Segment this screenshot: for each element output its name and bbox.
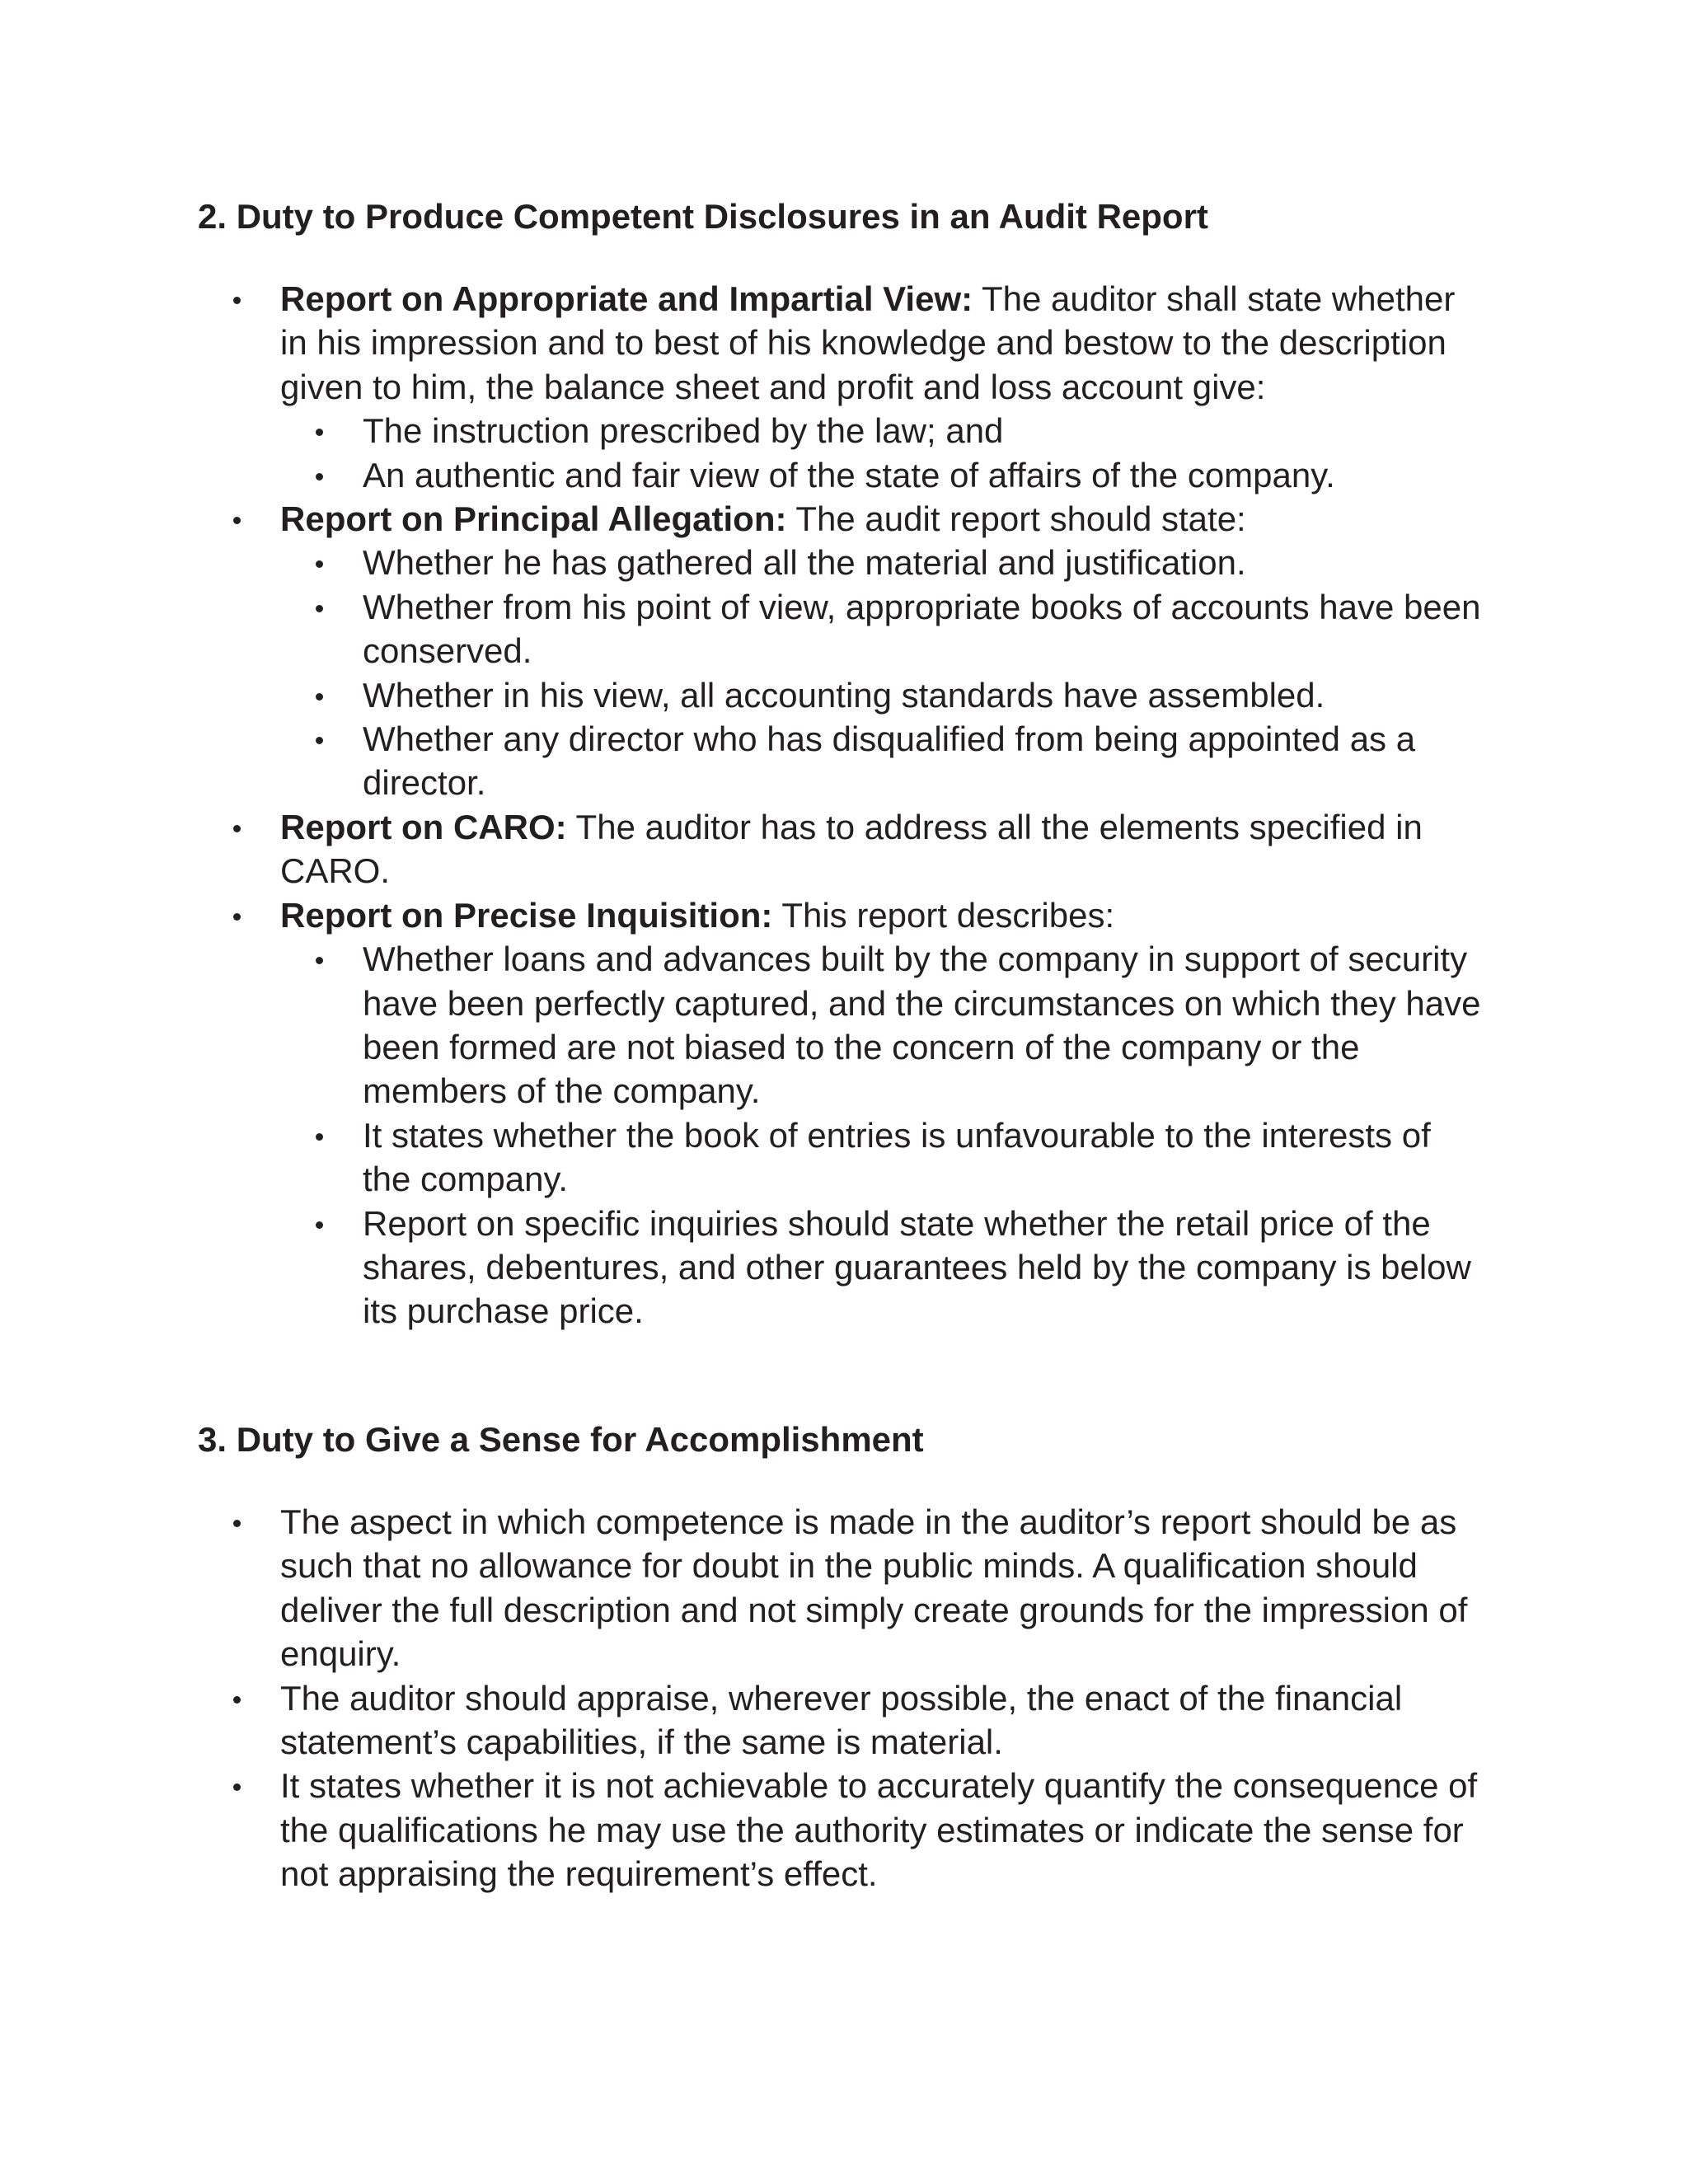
- item-text: The audit report should state:: [786, 499, 1246, 539]
- list-item: The auditor should appraise, wherever possible, the enact of the financial statement’s capabilities, if the same is material.: [198, 1676, 1484, 1765]
- sub-list-item: Whether from his point of view, appropriate books of accounts have been conserved.: [280, 585, 1484, 673]
- sub-list-item: Whether he has gathered all the material and justification.: [280, 541, 1484, 584]
- sub-list-item: Whether any director who has disqualified from being appointed as a director.: [280, 717, 1484, 805]
- section-2-list: [198, 277, 1484, 1333]
- item-lead: Report on Precise Inquisition:: [280, 895, 773, 935]
- sub-list-item: It states whether the book of entries is unfavourable to the interests of the company.: [280, 1113, 1484, 1202]
- sub-list-item: Whether in his view, all accounting standards have assembled.: [280, 673, 1484, 717]
- list-item: The aspect in which competence is made in the auditor’s report should be as such that no allowance for doubt in the public minds. A qualification should deliver the full description and not simply create grounds for the impression of enquiry.: [198, 1500, 1484, 1676]
- item-text: The auditor has to address all the elements specified in CARO.: [280, 807, 1423, 891]
- item-lead: Report on Appropriate and Impartial View:: [280, 279, 973, 318]
- sub-list-item: The instruction prescribed by the law; and: [280, 409, 1484, 452]
- item-text: The auditor shall state whether in his impression and to best of his knowledge and bestow to the description given to him, the balance sheet and profit and loss account give:: [280, 279, 1456, 406]
- item-lead: Report on Principal Allegation:: [280, 499, 787, 539]
- item-lead: Report on CARO:: [280, 807, 567, 846]
- sub-list: [280, 541, 1484, 804]
- sub-list-item: Whether loans and advances built by the company in support of security have been perfectly captured, and the circumstances on which they have been formed are not biased to the concern of the company or the members of the company.: [280, 937, 1484, 1113]
- list-item-precise-inquisition: [198, 893, 1484, 1333]
- sub-list: [280, 409, 1484, 497]
- section-3-heading: 3. Duty to Give a Sense for Accomplishment: [198, 1420, 924, 1459]
- list-item: It states whether it is not achievable to accurately quantify the consequence of the qualifications he may use the authority estimates or indicate the sense for not appraising the requirement’s effect.: [198, 1764, 1484, 1896]
- list-item-caro: [198, 805, 1484, 893]
- section-2-heading: 2. Duty to Produce Competent Disclosures in an Audit Report: [198, 197, 1208, 236]
- section-3-list: [198, 1500, 1484, 1896]
- item-text: This report describes:: [772, 895, 1115, 935]
- list-item-principal-allegation: [198, 497, 1484, 805]
- sub-list: [280, 937, 1484, 1333]
- list-item-appropriate-impartial-view: [198, 277, 1484, 497]
- sub-list-item: Report on specific inquiries should state whether the retail price of the shares, debentures, and other guarantees held by the company is below its purchase price.: [280, 1202, 1484, 1333]
- sub-list-item: An authentic and fair view of the state of affairs of the company.: [280, 453, 1484, 497]
